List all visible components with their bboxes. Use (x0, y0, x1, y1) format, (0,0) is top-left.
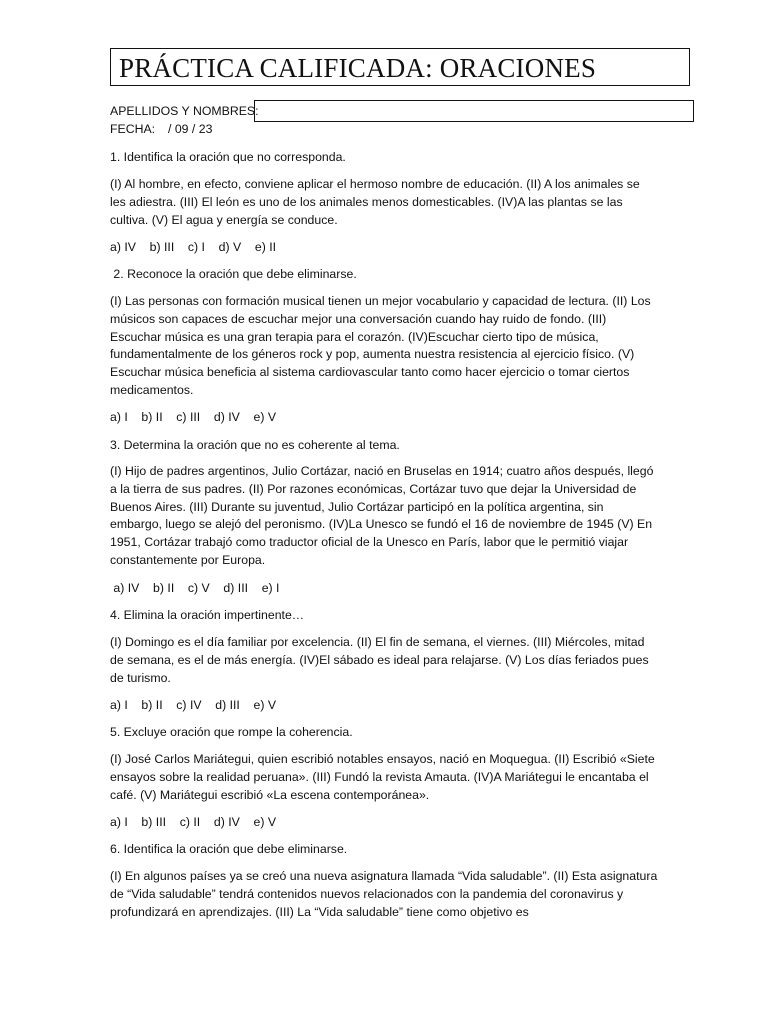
date-value: / 09 / 23 (168, 122, 213, 136)
question-3-options: a) IV b) II c) V d) III e) I (110, 581, 280, 595)
question-6-text: (I) En algunos países ya se creó una nueva asignatura llamada “Vida saludable”. (II) Esta asignatura de “Vida saludable” tendrá contenidos nuevos relacionados con la pandemia del coronavirus y profundizará en aprendizajes. (III) La “Vida saludable” tiene como objetivo es (110, 869, 658, 919)
question-3-text: (I) Hijo de padres argentinos, Julio Cortázar, nació en Bruselas en 1914; cuatro años después, llegó a la tierra de sus padres. (II) Por razones económicas, Cortázar tuvo que dejar la Universidad de Buenos Aires. (III) Durante su juventud, Julio Cortázar participó en la política argentina, sin embargo, luego se alejó del peronismo. (IV)La Unesco se fundó el 16 de noviembre de 1945 (V) En 1951, Cortázar trabajó como traductor oficial de la Unesco en París, labor que le permitió viajar constantemente por Europa. (110, 464, 654, 567)
question-4-text: (I) Domingo es el día familiar por excelencia. (II) El fin de semana, el viernes. (III) Miércoles, mitad de semana, es el de más energía. (IV)El sábado es ideal para relajarse. (V) Los días feriados pues de turismo. (110, 635, 649, 685)
question-2-prompt: 2. Reconoce la oración que debe eliminarse. (110, 267, 357, 281)
question-2-text: (I) Las personas con formación musical tienen un mejor vocabulario y capacidad de lectura. (II) Los músicos son capaces de escuchar mejor una conversación cuando hay ruido de fondo. (III) Escuchar música es una gran terapia para el corazón. (IV)Escuchar cierto tipo de música, fundamentalmente de los géneros rock y pop, aumenta nuestra resistencia al ejercicio físico. (V) Escuchar música beneficia al sistema cardiovascular tanto como hacer ejercicio o tomar ciertos medicamentos. (110, 294, 651, 397)
question-1-prompt: 1. Identifica la oración que no corresponda. (110, 150, 346, 164)
question-6-prompt: 6. Identifica la oración que debe eliminarse. (110, 842, 348, 856)
question-1-options: a) IV b) III c) I d) V e) II (110, 240, 277, 254)
question-5-prompt: 5. Excluye oración que rompe la coherencia. (110, 725, 353, 739)
question-2-options: a) I b) II c) III d) IV e) V (110, 410, 277, 424)
names-field[interactable] (254, 100, 694, 122)
date-label: FECHA: (110, 122, 156, 136)
title-box (110, 48, 690, 86)
question-1-text: (I) Al hombre, en efecto, conviene aplicar el hermoso nombre de educación. (II) A los animales se les adiestra. (III) El león es uno de los animales menos domesticables. (IV)A las plantas se las cultiva. (V) El agua y energía se conduce. (110, 177, 640, 227)
question-4-options: a) I b) II c) IV d) III e) V (110, 698, 277, 712)
question-4-prompt: 4. Elimina la oración impertinente… (110, 608, 305, 622)
question-3-prompt: 3. Determina la oración que no es coherente al tema. (110, 438, 400, 452)
page-title: PRÁCTICA CALIFICADA: ORACIONES (119, 53, 597, 83)
names-label: APELLIDOS Y NOMBRES: (110, 104, 259, 118)
question-5-text: (I) José Carlos Mariátegui, quien escribió notables ensayos, nació en Moquegua. (II) Escribió «Siete ensayos sobre la realidad peruana». (III) Fundó la revista Amauta. (IV)A Mariátegui le encantaba el café. (V) Mariátegui escribió «La escena contemporánea». (110, 752, 655, 802)
question-5-options: a) I b) III c) II d) IV e) V (110, 815, 277, 829)
